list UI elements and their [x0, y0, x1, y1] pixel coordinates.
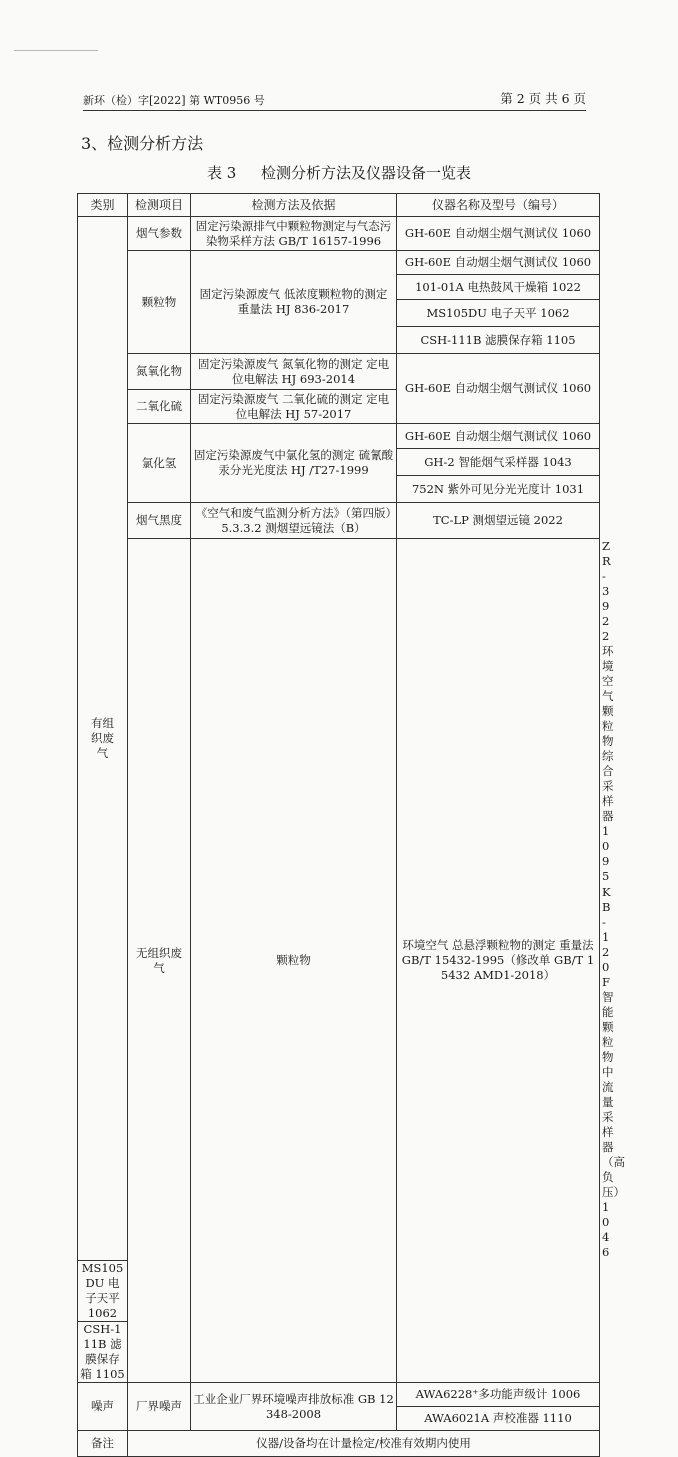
table-label: 表 3 — [206, 164, 237, 182]
section-title: 3、检测分析方法 — [81, 134, 204, 153]
instrument-cell: AWA6228⁺多功能声级计 1006 — [397, 1383, 600, 1407]
header-category: 类别 — [78, 194, 128, 217]
instrument-cell: CSH-111B 滤膜保存箱 1105 — [397, 327, 600, 354]
instrument-cell: MS105DU 电子天平 1062 — [78, 1261, 128, 1322]
table-row — [78, 424, 600, 449]
item-cell: 颗粒物 — [191, 539, 397, 1383]
item-cell: 氮氧化物 — [128, 354, 191, 390]
remark-text: 仪器/设备均在计量检定/校准有效期内使用 — [128, 1431, 600, 1457]
method-cell: 固定污染源废气 氮氧化物的测定 定电位电解法 HJ 693-2014 — [191, 354, 397, 390]
table-caption — [0, 162, 678, 183]
table-row — [78, 217, 600, 251]
item-cell: 二氧化硫 — [128, 390, 191, 424]
instrument-cell: 752N 紫外可见分光光度计 1031 — [397, 476, 600, 503]
method-cell: 环境空气 总悬浮颗粒物的测定 重量法 GB/T 15432-1995（修改单 GB/T 15432 AMD1-2018） — [397, 539, 600, 1383]
method-cell: 固定污染源排气中颗粒物测定与气态污染物采样方法 GB/T 16157-1996 — [191, 217, 397, 251]
page-header — [83, 88, 586, 111]
method-cell: 固定污染源废气 二氧化硫的测定 定电位电解法 HJ 57-2017 — [191, 390, 397, 424]
instrument-cell: GH-60E 自动烟尘烟气测试仪 1060 — [397, 354, 600, 424]
instrument-cell: AWA6021A 声校准器 1110 — [397, 1407, 600, 1431]
instrument-cell: GH-60E 自动烟尘烟气测试仪 1060 — [397, 424, 600, 449]
methods-table — [77, 193, 625, 1457]
scan-artifact — [14, 50, 98, 51]
table-row — [78, 354, 600, 390]
table-title: 检测分析方法及仪器设备一览表 — [261, 164, 472, 182]
instrument-cell: GH-60E 自动烟尘烟气测试仪 1060 — [397, 251, 600, 275]
table-header-row — [78, 194, 600, 217]
header-instrument: 仪器名称及型号（编号） — [397, 194, 600, 217]
table-row — [78, 251, 600, 275]
method-cell: 《空气和废气监测分析方法》（第四版）5.3.3.2 测烟望远镜法（B） — [191, 503, 397, 539]
instrument-cell: GH-60E 自动烟尘烟气测试仪 1060 — [397, 217, 600, 251]
page-number: 第 2 页 共 6 页 — [500, 91, 586, 106]
item-cell: 烟气黑度 — [128, 503, 191, 539]
instrument-cell: TC-LP 测烟望远镜 2022 — [397, 503, 600, 539]
header-item: 检测项目 — [128, 194, 191, 217]
instrument-cell: 101-01A 电热鼓风干燥箱 1022 — [397, 275, 600, 300]
method-cell: 工业企业厂界环境噪声排放标准 GB 12348-2008 — [191, 1383, 397, 1431]
table-row: 无组织废气 颗粒物 环境空气 总悬浮颗粒物的测定 重量法 GB/T 15432-1995（修改单 GB/T 15432 AMD1-2018） ZR-3922 环境空气颗粒物综合采样器 1095 — [78, 539, 600, 885]
category-cell: 无组织废气 — [128, 539, 191, 1383]
method-cell: 固定污染源废气中氯化氢的测定 硫氰酸汞分光光度法 HJ /T27-1999 — [191, 424, 397, 503]
item-cell: 氯化氢 — [128, 424, 191, 503]
table-row — [78, 503, 600, 539]
table-row — [78, 1383, 600, 1407]
instrument-cell: GH-2 智能烟气采样器 1043 — [397, 449, 600, 476]
instrument-cell: CSH-111B 滤膜保存箱 1105 — [78, 1322, 128, 1383]
header-method: 检测方法及依据 — [191, 194, 397, 217]
remark-row — [78, 1431, 600, 1457]
item-cell: 颗粒物 — [128, 251, 191, 354]
table-row: KB-120F 智能颗粒物中流量采样器（高负压）1046 — [602, 885, 625, 1259]
item-cell: 烟气参数 — [128, 217, 191, 251]
instrument-cell: MS105DU 电子天平 1062 — [397, 300, 600, 327]
document-number: 新环（检）字[2022] 第 WT0956 号 — [83, 94, 265, 107]
item-cell: 厂界噪声 — [128, 1383, 191, 1431]
method-cell: 固定污染源废气 低浓度颗粒物的测定 重量法 HJ 836-2017 — [191, 251, 397, 354]
category-cell: 有组织废气 — [78, 217, 128, 1261]
remark-label: 备注 — [78, 1431, 128, 1457]
category-cell: 噪声 — [78, 1383, 128, 1431]
